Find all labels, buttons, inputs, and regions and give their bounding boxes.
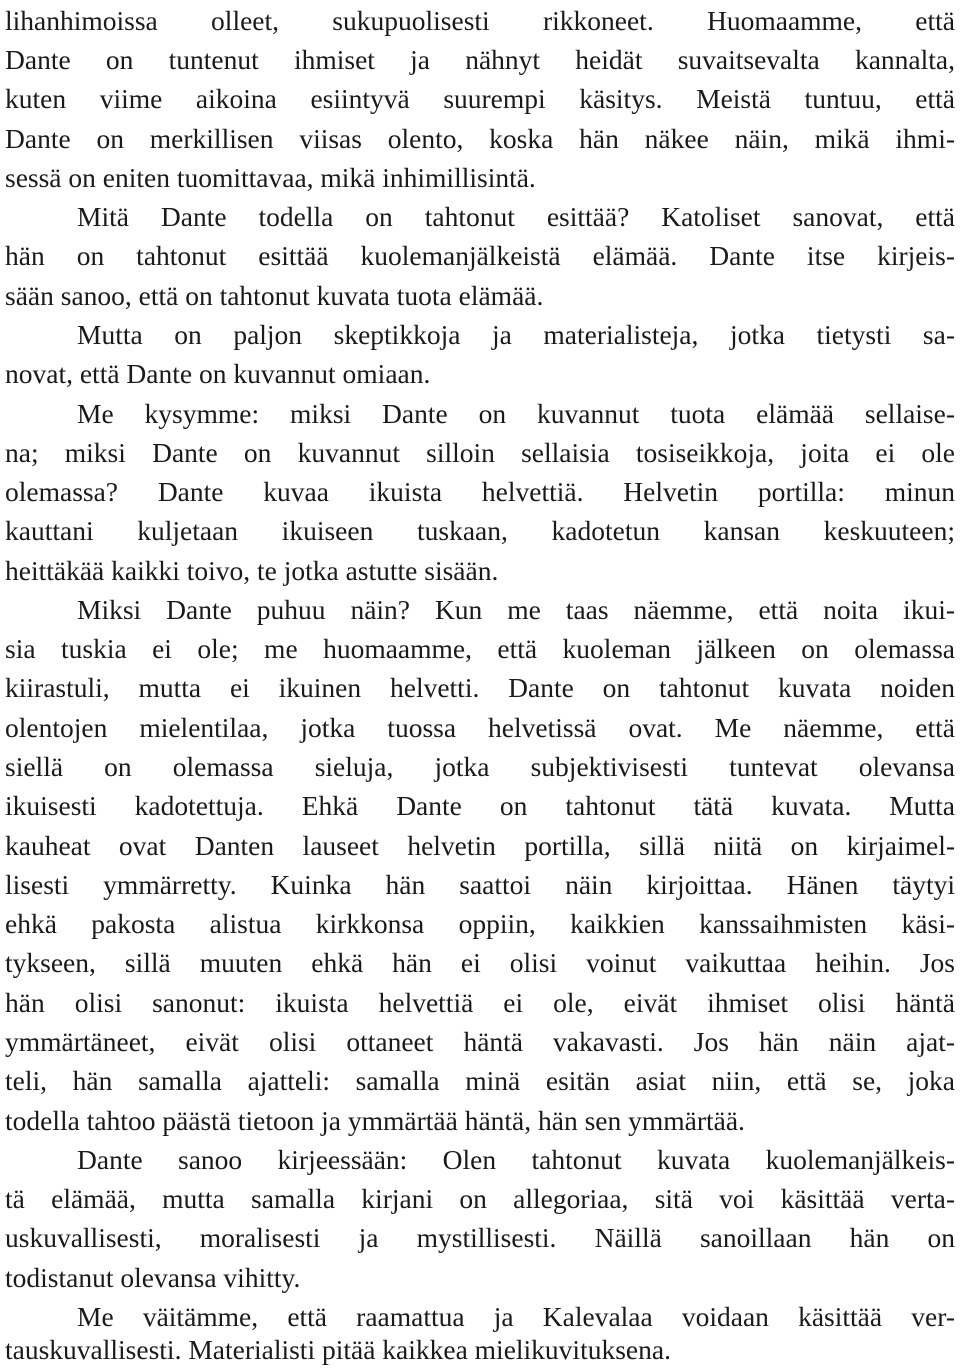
text-line: ehkä pakosta alistua kirkkonsa oppiin, kaikkien kanssaihmisten käsi- [5, 908, 955, 939]
text-line: lihanhimoissa olleet, sukupuolisesti rikkoneet. Huomaamme, että [5, 5, 955, 36]
text-line: tykseen, sillä muuten ehkä hän ei olisi voinut vaikuttaa heihin. Jos [5, 947, 955, 978]
text-line: tä elämää, mutta samalla kirjani on allegoriaa, sitä voi käsittää verta- [5, 1183, 955, 1214]
text-line: teli, hän samalla ajatteli: samalla minä esitän asiat niin, että se, joka [5, 1065, 955, 1096]
text-line: ikuisesti kadotettuja. Ehkä Dante on tahtonut tätä kuvata. Mutta [5, 790, 955, 821]
text-line: siellä on olemassa sieluja, jotka subjektivisesti tuntevat olevansa [5, 751, 955, 782]
text-line: Dante sanoo kirjeessään: Olen tahtonut kuvata kuolemanjälkeis- [77, 1144, 955, 1175]
text-line: novat, että Dante on kuvannut omiaan. [5, 358, 431, 389]
text-line: Mutta on paljon skeptikkoja ja materialisteja, jotka tietysti sa- [77, 319, 955, 350]
text-line: na; miksi Dante on kuvannut silloin sellaisia tosiseikkoja, joita ei ole [5, 437, 955, 468]
text-line: Dante on tuntenut ihmiset ja nähnyt heidät suvaitsevalta kannalta, [5, 44, 955, 75]
text-line: hän olisi sanonut: ikuista helvettiä ei ole, eivät ihmiset olisi häntä [5, 987, 955, 1018]
text-line: Me väitämme, että raamattua ja Kalevalaa voidaan käsittää ver- [77, 1301, 955, 1332]
text-line: tauskuvallisesti. Materialisti pitää kaikkea mielikuvituksena. [5, 1334, 671, 1365]
text-line: todella tahtoo päästä tietoon ja ymmärtää häntä, hän sen ymmärtää. [5, 1105, 745, 1136]
text-line: uskuvallisesti, moralisesti ja mystillisesti. Näillä sanoillaan hän on [5, 1222, 955, 1253]
text-line: sään sanoo, että on tahtonut kuvata tuota elämää. [5, 280, 544, 311]
text-line: lisesti ymmärretty. Kuinka hän saattoi näin kirjoittaa. Hänen täytyi [5, 869, 955, 900]
text-line: Miksi Dante puhuu näin? Kun me taas näemme, että noita ikui- [77, 594, 955, 625]
text-line: Me kysymme: miksi Dante on kuvannut tuota elämää sellaise- [77, 398, 955, 429]
text-line: todistanut olevansa vihitty. [5, 1262, 301, 1293]
text-line: kauheat ovat Danten lauseet helvetin portilla, sillä niitä on kirjaimel- [5, 830, 955, 861]
text-line: olentojen mielentilaa, jotka tuossa helvetissä ovat. Me näemme, että [5, 712, 955, 743]
text-line: sessä on eniten tuomittavaa, mikä inhimillisintä. [5, 162, 536, 193]
text-line: ymmärtäneet, eivät olisi ottaneet häntä vakavasti. Jos hän näin ajat- [5, 1026, 955, 1057]
text-line: kiirastuli, mutta ei ikuinen helvetti. Dante on tahtonut kuvata noiden [5, 672, 955, 703]
text-line: kuten viime aikoina esiintyvä suurempi käsitys. Meistä tuntuu, että [5, 83, 955, 114]
text-line: Mitä Dante todella on tahtonut esittää? Katoliset sanovat, että [77, 201, 955, 232]
text-line: hän on tahtonut esittää kuolemanjälkeistä elämää. Dante itse kirjeis- [5, 240, 955, 271]
text-line: kauttani kuljetaan ikuiseen tuskaan, kadotetun kansan keskuuteen; [5, 515, 955, 546]
text-line: sia tuskia ei ole; me huomaamme, että kuoleman jälkeen on olemassa [5, 633, 955, 664]
text-line: Dante on merkillisen viisas olento, koska hän näkee näin, mikä ihmi- [5, 123, 955, 154]
text-line: heittäkää kaikki toivo, te jotka astutte sisään. [5, 555, 499, 586]
text-line: olemassa? Dante kuvaa ikuista helvettiä. Helvetin portilla: minun [5, 476, 955, 507]
